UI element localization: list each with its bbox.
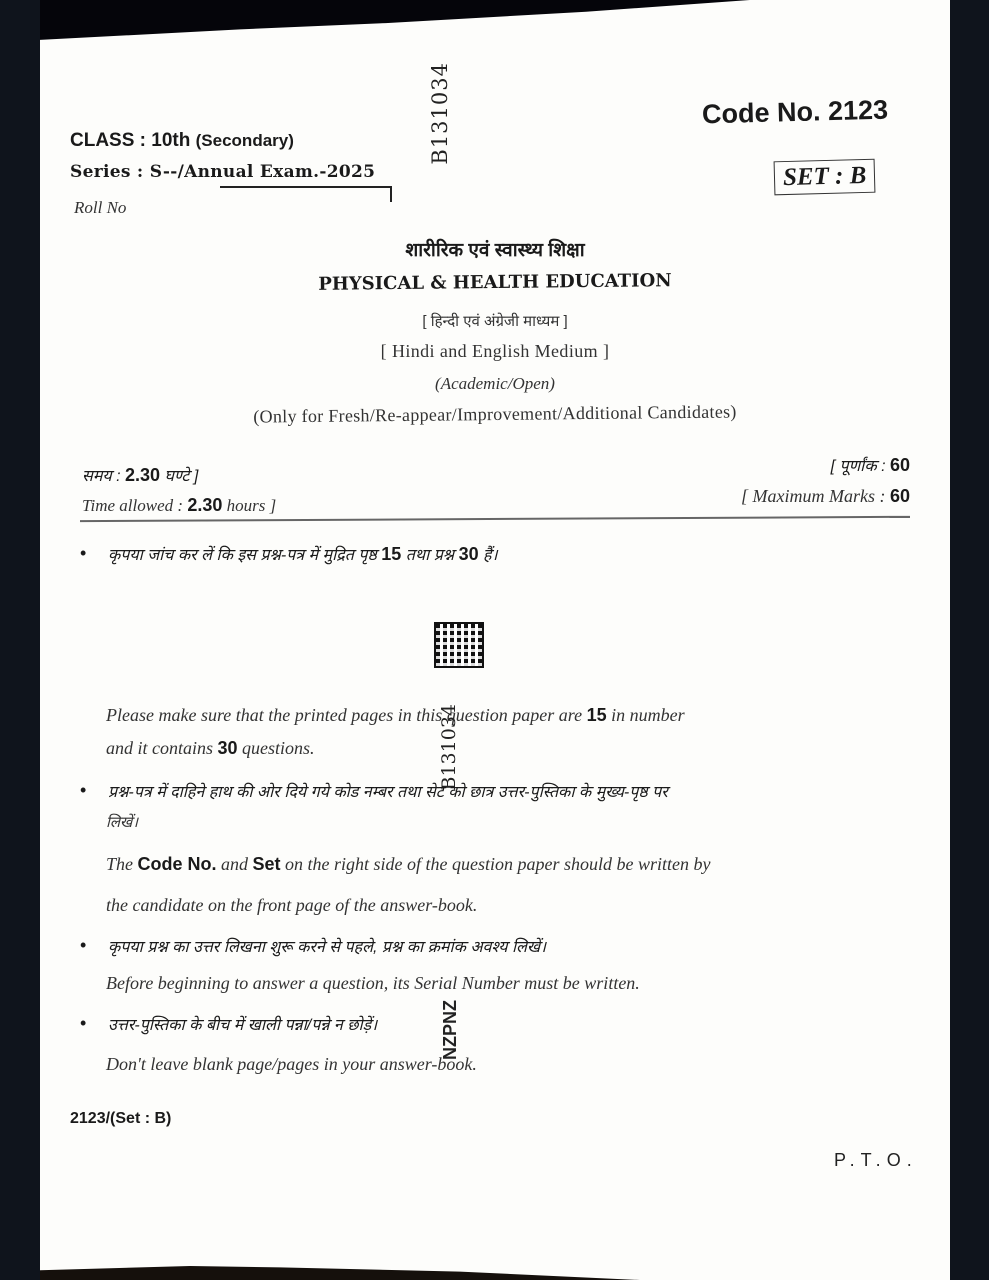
instruction-2-hindi-line2: लिखें।	[106, 813, 139, 831]
time-en-unit: hours ]	[222, 496, 277, 515]
time-hi-unit: घण्टे ]	[160, 468, 199, 485]
candidate-type-label: (Only for Fresh/Re-appear/Improvement/Additional Candidates)	[253, 401, 737, 427]
time-hi-label: समय :	[82, 468, 125, 485]
text: तथा प्रश्न	[401, 547, 459, 564]
text: in number	[606, 705, 685, 725]
instruction-2-hindi-line1	[80, 780, 668, 802]
instruction-4-hindi	[80, 1013, 377, 1035]
questions-count: 30	[217, 738, 238, 758]
instruction-1-english-line2	[106, 738, 315, 759]
instruction-1-english-line1	[106, 705, 685, 726]
marks-en-value: 60	[889, 486, 910, 506]
instruction-3-hindi	[80, 935, 546, 957]
qr-code	[436, 624, 482, 666]
series-label: Series : S--/Annual Exam.-2025	[70, 162, 376, 182]
marks-english	[741, 486, 910, 507]
set-badge: SET : B	[774, 159, 876, 196]
text: उत्तर-पुस्तिका के बीच में खाली पन्ना/पन्ने न छोड़ें।	[108, 1017, 378, 1034]
footer-code-set: 2123/(Set : B)	[70, 1110, 172, 1127]
text: questions.	[237, 738, 315, 758]
time-hindi	[82, 464, 198, 486]
text: on the right side of the question paper should be written by	[280, 854, 711, 874]
vertical-watermark-lower: NZPNZ	[440, 1000, 460, 1060]
marks-hi-value: 60	[889, 455, 910, 475]
text: प्रश्न-पत्र में दाहिने हाथ की ओर दिये गये कोड नम्बर तथा सेट को छात्र उत्तर-पुस्तिका के मुख्य-पृष्ठ पर	[108, 784, 668, 801]
class-text: CLASS : 10th	[70, 130, 191, 151]
text: कृपया जांच कर लें कि इस प्रश्न-पत्र में मुद्रित पृष्ठ	[108, 547, 382, 564]
instruction-1-hindi	[80, 543, 498, 565]
text: and	[216, 854, 253, 874]
medium-hindi: [ हिन्दी एवं अंग्रेजी माध्यम ]	[422, 313, 568, 330]
marks-hindi	[831, 454, 910, 476]
pages-count: 15	[381, 544, 402, 564]
subject-title-hindi: शारीरिक एवं स्वास्थ्य शिक्षा	[405, 240, 585, 261]
subject-title-english: PHYSICAL & HEALTH EDUCATION	[318, 270, 672, 295]
vertical-serial-middle: B131034	[438, 704, 460, 791]
text: and it contains	[106, 738, 218, 758]
pages-count: 15	[586, 705, 607, 725]
marks-hi-label: [ पूर्णांक :	[830, 458, 890, 475]
code-no-emphasis: Code No.	[137, 854, 217, 874]
instruction-4-english: Don't leave blank page/pages in your answer-book.	[106, 1054, 477, 1074]
text: कृपया प्रश्न का उत्तर लिखना शुरू करने से पहले, प्रश्न का क्रमांक अवश्य लिखें।	[108, 939, 547, 956]
text: The	[106, 854, 138, 874]
instruction-3-english: Before beginning to answer a question, its Serial Number must be written.	[106, 973, 640, 993]
roll-no-label: Roll No	[74, 198, 127, 217]
time-english	[82, 495, 276, 516]
set-emphasis: Set	[252, 854, 281, 874]
photo-shadow-bottom	[40, 1266, 640, 1280]
divider-rule	[80, 516, 910, 522]
academic-open-label: (Academic/Open)	[435, 374, 555, 393]
class-sub: (Secondary)	[195, 131, 294, 150]
roll-no-box	[220, 186, 392, 202]
text: हैं।	[478, 547, 498, 564]
exam-paper-page	[40, 0, 950, 1280]
medium-english: [ Hindi and English Medium ]	[380, 341, 610, 361]
class-label	[70, 130, 294, 152]
photo-shadow-top	[40, 0, 950, 42]
time-en-value: 2.30	[187, 495, 223, 515]
text: Please make sure that the printed pages in this question paper are	[106, 705, 587, 725]
pto-label: P.T.O.	[834, 1150, 918, 1170]
time-hi-value: 2.30	[125, 465, 161, 485]
time-en-label: Time allowed :	[82, 496, 188, 515]
vertical-serial-top: B131034	[428, 62, 452, 165]
code-number: Code No. 2123	[701, 94, 889, 130]
questions-count: 30	[458, 544, 479, 564]
instruction-2-english-line2: the candidate on the front page of the answer-book.	[106, 895, 478, 915]
instruction-2-english-line1	[106, 854, 710, 875]
marks-en-label: [ Maximum Marks :	[740, 486, 890, 506]
